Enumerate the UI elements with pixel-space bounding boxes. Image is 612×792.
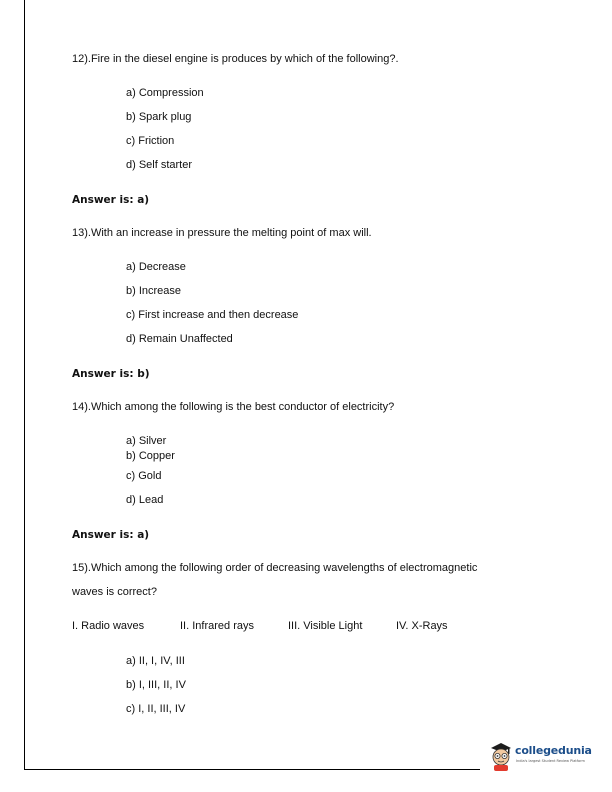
question-12-option-a: a) Compression (126, 87, 204, 99)
question-13-text: 13).With an increase in pressure the melting point of max will. (72, 227, 372, 239)
logo-tagline: India's largest Student Review Platform (516, 759, 585, 763)
question-12-text: 12).Fire in the diesel engine is produces by which of the following?. (72, 53, 399, 65)
question-12-option-c: c) Friction (126, 135, 175, 147)
question-15-option-b: b) I, III, II, IV (126, 679, 186, 691)
question-13-option-c: c) First increase and then decrease (126, 309, 299, 321)
question-15-item-1: I. Radio waves (72, 620, 145, 632)
question-15-item-4: IV. X-Rays (396, 620, 448, 632)
question-13-answer: Answer is: b) (72, 368, 150, 380)
question-14-option-b: b) Copper (126, 450, 175, 462)
question-14-option-a: a) Silver (126, 435, 167, 447)
question-12-option-b: b) Spark plug (126, 111, 192, 123)
question-13-option-d: d) Remain Unaffected (126, 333, 233, 345)
question-15-text-line2: waves is correct? (72, 586, 157, 598)
question-12-option-d: d) Self starter (126, 159, 193, 171)
question-15-option-a: a) II, I, IV, III (126, 655, 185, 667)
collegedunia-logo (488, 740, 598, 776)
question-15-text-line1: 15).Which among the following order of decreasing wavelengths of electromagnetic (72, 562, 478, 574)
question-14-option-d: d) Lead (126, 494, 164, 506)
question-14-text: 14).Which among the following is the best conductor of electricity? (72, 401, 395, 413)
question-14-option-c: c) Gold (126, 470, 162, 482)
question-13-option-b: b) Increase (126, 285, 182, 297)
question-13-option-a: a) Decrease (126, 261, 186, 273)
question-15-option-c: c) I, II, III, IV (126, 703, 186, 715)
question-14-answer: Answer is: a) (72, 529, 150, 541)
logo-wordmark: collegedunia (515, 744, 592, 757)
question-15-item-3: III. Visible Light (288, 620, 363, 632)
question-12-answer: Answer is: a) (72, 194, 150, 206)
mascot-icon (488, 742, 514, 772)
question-15-item-2: II. Infrared rays (180, 620, 254, 632)
page-border-bottom (24, 769, 480, 770)
page-border-left (24, 0, 25, 770)
